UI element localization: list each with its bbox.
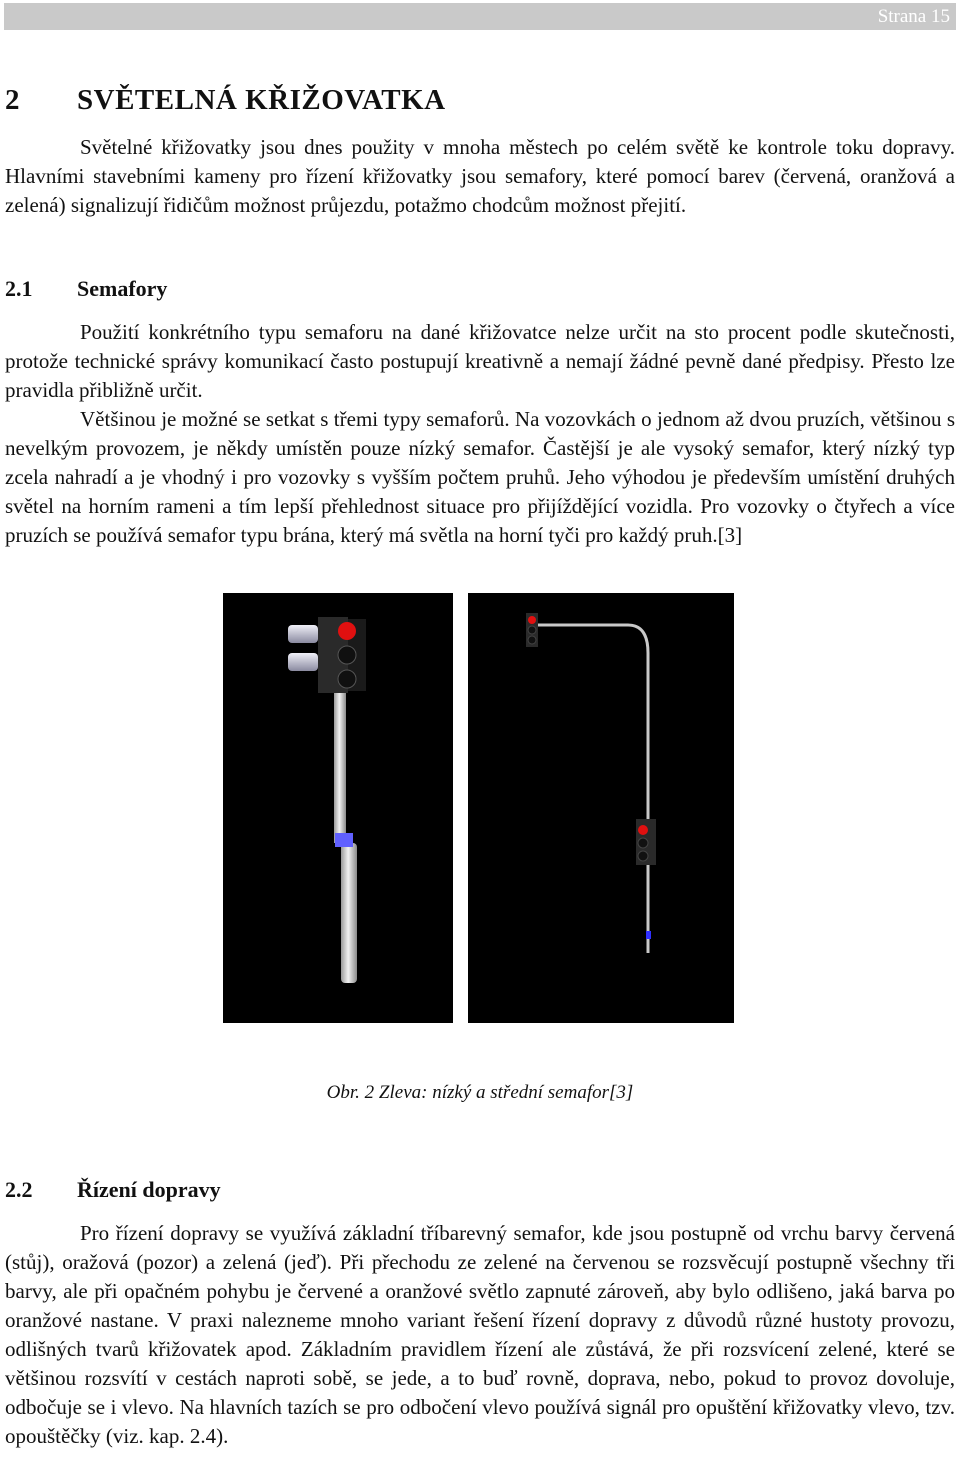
page-number: Strana 15 [877,6,950,27]
medium-semafor-illustration [468,593,734,1023]
figure-low-semafor [223,593,453,1023]
semafory-paragraph-1: Použití konkrétního typu semaforu na dané křižovatce nelze určit na sto procent podle skutečnosti, protože technické správy komunikací často postupují kreativně a nemají žádné pevně dané předpisy. Přesto lze pravidla přibližně určit. [5,320,955,402]
subsection-heading-rizeni [5,1177,221,1203]
semafory-paragraph-2: Většinou je možné se setkat s třemi typy semaforů. Na vozovkách o jednom až dvou pruzích, většinou s nevelkým provozem, je někdy umístěn pouze nízký semafor. Častější je ale vysoký semafor, který nízký typ zcela nahradí a je vhodný i pro vozovky s vyšším počtem pruhů. Jeho výhodou je především umístění druhých světel na horním rameni a tím lepší přehlednost situace pro přijíždějící vozidla. Pro vozovky o čtyřech a více pruzích se používá semafor typu brána, který má světla na horní tyči pro každý pruh.[3] [5,407,955,547]
low-semafor-illustration [223,593,453,1023]
section-heading [5,84,446,117]
rizeni-paragraph-1: Pro řízení dopravy se využívá základní tříbarevný semafor, kde jsou postupně od vrchu barvy červená (stůj), oražová (pozor) a zelená (jeď). Při přechodu ze zelené na červenou se rozsvěcují postupně všechny tři barvy, ale při opačném pohybu je červené a oranžové světlo zapnuté zároveň, aby bylo odlišeno, jaká barva po oranžové nastane. V praxi nalezneme mnoho variant řešení řízení dopravy z důvodů různé hustoty provozu, odlišných tvarů křižovatek apod. Základním pravidlem řízení ale zůstává, že při rozsvícení zelené, které se většinou rozsvítí v cestách naproti sobě, se jede, a to buď rovně, doprava, nebo, pokud to provoz dovoluje, odbočuje se i vlevo. Na hlavních tazích se pro odbočení vlevo používá signál pro opuštění křižovatky vlevo, tzv. opouštěčky (viz. kap. 2.4). [5,1221,955,1448]
subsection-title: Semafory [77,276,168,301]
subsection-heading-semafory [5,276,167,302]
figure-medium-semafor [468,593,734,1023]
page-header [4,3,956,30]
section-title: SVĚTELNÁ KŘIŽOVATKA [77,84,446,116]
figure-caption: Obr. 2 Zleva: nízký a střední semafor[3] [326,1082,634,1103]
subsection-number: 2.1 [5,276,33,301]
subsection-title: Řízení dopravy [77,1177,221,1202]
section-number: 2 [5,84,20,116]
subsection-number: 2.2 [5,1177,33,1202]
intro-paragraph: Světelné křižovatky jsou dnes použity v mnoha městech po celém světě ke kontrole toku dopravy. Hlavními stavebními kameny pro řízení křižovatky jsou semafory, které pomocí barev (červená, oranžová a zelená) signalizují řidičům možnost průjezdu, potažmo chodcům možnost přejití. [5,135,955,217]
